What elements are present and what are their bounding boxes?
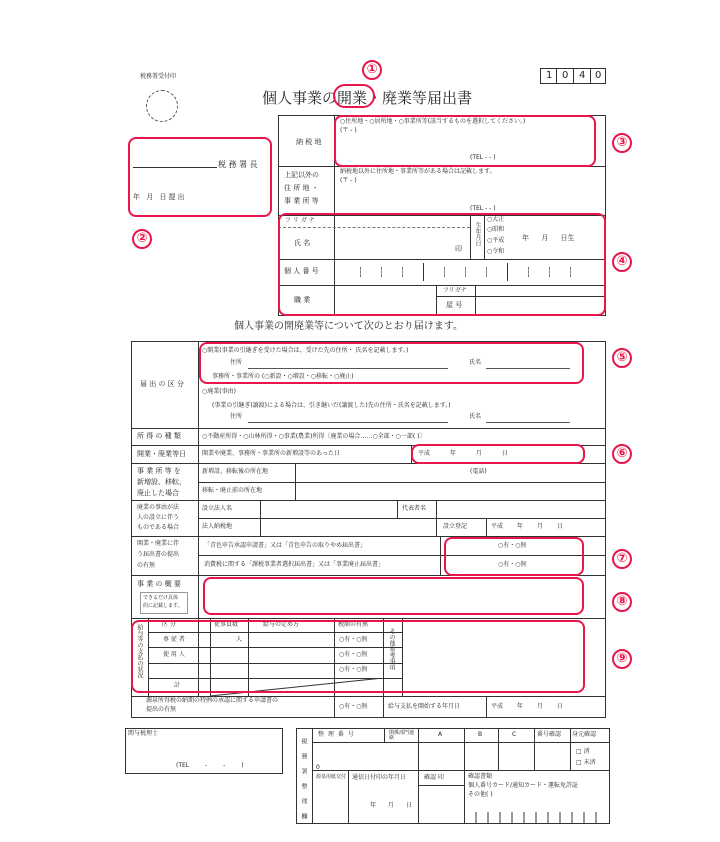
nozei-options: ○住所地・○居所地・○事業所等(該当するものを選択してください。) [340,118,526,125]
wage-person-unit: 人 [236,636,243,643]
other-address-label-3: 事 業 所 等 [284,197,319,205]
era-taisho: ○大正 [487,216,505,223]
gaiyo-label: 事 業 の 概 要 [137,580,181,588]
gaiyo-note-1: できるだけ具体 [143,595,179,601]
highlight-kubun [199,342,584,384]
wage-tax-yesno-1[interactable]: ○有・○無 [339,636,368,643]
code-digit: 4 [579,70,586,81]
move-tel: (電話) [470,468,487,475]
corp-addr-label: 法人納税地 [202,523,233,530]
mimoto-label: 身元確認 [572,731,597,738]
close-note: (事業の引継ぎ(譲渡)による場合は、引き継いだ(譲渡した)先の住所・氏名を記載します。) [212,402,451,409]
income-options: ○不動産所得・○山林所得・○事業(農業)所得〔廃業の場合……○全部・○一部( )〕 [202,433,426,440]
move-label-3: 廃止した場合 [137,489,179,497]
open-address-label: 住所 [230,359,243,366]
kankei-label: 関係部門連絡 [389,730,415,741]
check-not-done[interactable]: □ 未済 [576,759,596,766]
wage-head-tax: 税額の有無 [338,621,369,628]
docs-label-3: の有無 [137,562,156,569]
check-done[interactable]: □ 済 [576,748,590,755]
move-label-1: 事 業 所 等 を [137,467,181,475]
seiri-label: 整 理 番 号 [318,731,354,738]
highlight-nozei [334,115,596,167]
highlight-applicant [278,213,606,316]
nozei-label: 納 税 地 [296,138,322,146]
highlight-open [333,84,375,108]
wage-head-kubun: 区 分 [162,621,176,628]
highlight-date [411,444,585,464]
pay-start-label: 給与支払を開始する年月日 [388,703,461,710]
form-title: 個人事業の開業・廃業等届出書 [262,89,473,107]
highlight-docs [444,537,584,576]
code-digit: 0 [595,70,602,81]
intro-statement: 個人事業の開廃業等について次のとおり届けます。 [234,321,463,332]
corp-label-3: ものである場合 [137,524,180,531]
col-b-label: B [478,731,483,738]
highlight-wages [131,620,585,693]
other-address-label-2: 住 所 地 ・ [284,184,319,192]
stamp-label: 税務署受付印 [140,73,177,80]
doc-blue-return: 「青色申告承認申請書」又は「青色申告の取りやめ届出書」 [204,542,367,549]
birth-ymd: 年 月 日生 [522,234,575,242]
kubun-label: 届 出 の 区 分 [140,380,184,388]
corp-label-1: 廃業の事由が法 [137,504,180,511]
doc-consumption-tax: 消費税に関する「課税事業者選択届出書」又は「事業廃止届出書」 [204,561,385,568]
wage-tax-yesno-2[interactable]: ○有・○無 [339,651,368,658]
corp-reg-date: 平成 年 月 日 [491,523,563,530]
stamp-circle [146,90,178,122]
marker-5: ⑤ [612,348,632,368]
yago-furigana-label: フリガナ [443,287,467,294]
col-c-label: C [512,731,517,738]
other-notes-label: その他参考事項 [388,628,395,670]
other-address-note: 納税地以外に住所地・事業所等がある場合は記載します。 [340,168,496,175]
wage-head-method: 給与の定め方 [263,621,300,628]
corp-rep-label: 代表者名 [402,505,427,512]
pay-start-date: 平成 年 月 日 [491,703,563,710]
move-label-2: 新増設、移転、 [137,478,186,486]
tsushin-ymd: 年 月 日 [370,802,412,809]
marker-1: ① [362,60,382,80]
mynumber-check-boxes [464,808,610,824]
docs-label-1: 開業・廃業に伴 [137,540,180,547]
bango-label: 番号確認 [537,731,562,738]
marker-4: ④ [612,252,632,272]
highlight-office [128,137,272,217]
wage-row-family: 専 従 者 [163,636,185,643]
seiri-zero: 0 [316,764,320,771]
tsushin-label: 通信日付印の年月日 [352,774,407,781]
era-heisei: ○平成 [487,237,505,244]
corp-reg-label: 設立登記 [443,523,468,530]
corp-label-2: 人の設立に伴う [137,514,180,521]
name-label: 氏 名 [294,239,311,247]
doc-b-yesno[interactable]: ○有・○無 [498,561,527,568]
close-address-label: 住所 [230,413,243,420]
mynumber-label: 個 人 番 号 [284,267,319,275]
furigana-label: フ リ ガ ナ [285,217,315,224]
job-label: 職 業 [294,296,311,304]
marker-9: ⑨ [612,649,632,669]
code-digit: 1 [546,70,553,81]
code-digit: 0 [562,70,569,81]
marker-8: ⑧ [612,592,632,612]
gensen-paper-label: 源泉用紙交付 [316,774,347,780]
other-tel: (TEL ‐ ‐ ) [470,205,496,212]
office-change-line: 事務所・事業所の (○新設・○増設・○移転・○廃止) [212,373,354,380]
highlight-gaiyo [203,577,584,615]
gensen-yesno[interactable]: ○有・○無 [339,703,368,710]
corp-name-label: 設立法人名 [202,505,233,512]
close-line: ○廃業(事由) [202,388,236,395]
date-value: 平成 年 月 日 [418,450,508,457]
wage-tax-yesno-3[interactable]: ○有・○無 [339,666,368,673]
doc-a-yesno[interactable]: ○有・○無 [498,542,527,549]
date-label: 開業・廃業等日 [137,450,186,458]
open-name-label: 氏名 [469,359,482,366]
gensen-label-2: 提出の有無 [146,706,177,713]
tax-accountant-tel: (TEL ‐ ‐ ) [176,762,244,769]
date-desc: 開業や廃業、事務所・事業所の新増設等のあった日 [202,450,340,457]
office-use-side-label: 税務署整理欄 [300,738,307,828]
gensen-label-1: 源泉所得税の納期の特例の承認に関する申請書の [146,697,279,704]
kakunin-sho-other: その他( ) [468,791,493,798]
kakunin-in-label: 確認 印 [424,774,444,781]
move-new-label: 新増設、移転後の所在地 [202,468,269,475]
wage-total-label: 計 [174,682,181,689]
kakunin-sho-list: 個人番号カード/通知カード・運転免許証 [468,782,579,789]
marker-2: ② [132,229,152,249]
gaiyo-note-2: 的に記載します。 [143,603,183,609]
col-a-label: A [438,731,443,738]
marker-7: ⑦ [612,549,632,569]
marker-6: ⑥ [612,444,632,464]
close-name-label: 氏名 [469,413,482,420]
era-reiwa: ○令和 [487,248,505,255]
wage-head-count: 従事員数 [214,621,239,628]
wage-side-label: 給与等の支払の状況 [136,624,143,678]
nozei-tel: (TEL ‐ ‐ ) [470,154,496,161]
submit-date: 年 月 日提出 [133,193,187,201]
other-address-label-1: 上記以外の [284,171,319,179]
kakunin-sho-label: 確認書類 [468,773,493,780]
marker-3: ③ [612,133,632,153]
other-zip: (〒 ‐ ) [340,177,357,184]
seal-mark: 印 [455,245,462,253]
income-label: 所 得 の 種 類 [137,432,181,440]
nozei-zip: (〒 ‐ ) [340,127,357,134]
era-showa: ○昭和 [487,226,505,233]
wage-row-employee: 使 用 人 [163,651,185,658]
open-line: ○開業(事業の引継ぎを受けた場合は、受けた先の住所・ 氏名を記載します。) [202,347,409,354]
tax-office-suffix: 税 務 署 長 [218,160,258,169]
yago-label: 屋 号 [446,301,463,309]
move-old-label: 移転・廃止前の所在地 [202,487,263,494]
tax-accountant-label: 関与税理士 [128,730,159,737]
docs-label-2: う届出書の提出 [137,551,180,558]
birth-label: 生年月日 [474,222,481,246]
